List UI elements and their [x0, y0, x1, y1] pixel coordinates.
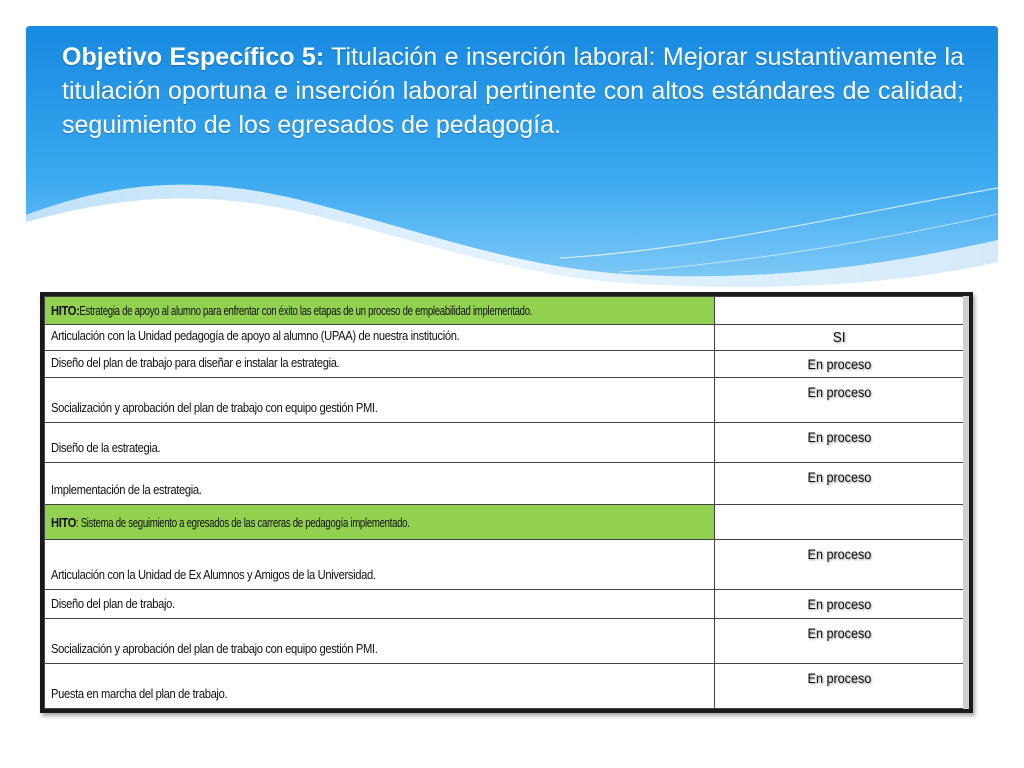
slide-title [62, 40, 964, 142]
table-row [45, 619, 967, 663]
title-text: Titulación e inserción laboral: Mejorar sustantivamente la titulación oportuna e inserción laboral pertinente con altos estándares de calidad; seguimiento de los egresados de pedagogía. [62, 43, 964, 139]
status-cell: En proceso [715, 539, 967, 589]
status-cell: SI [715, 325, 967, 351]
status-cell: En proceso [715, 663, 967, 708]
row-label: Implementación de la estrategia. [45, 463, 715, 505]
row-label: Puesta en marcha del plan de trabajo. [45, 663, 715, 708]
hito-label: HITO: Sistema de seguimiento a egresados de las carreras de pedagogía implementado. [45, 505, 715, 539]
progress-table [40, 292, 973, 713]
status-cell: En proceso [715, 463, 967, 505]
table-row [45, 377, 967, 422]
row-label: Articulación con la Unidad de Ex Alumnos y Amigos de la Universidad. [45, 539, 715, 589]
table-row [45, 351, 967, 377]
row-label: Socialización y aprobación del plan de trabajo con equipo gestión PMI. [45, 619, 715, 663]
table-row [45, 463, 967, 505]
table-row [45, 505, 967, 539]
status-cell: En proceso [715, 422, 967, 462]
status-cell: En proceso [715, 377, 967, 422]
title-bold: Objetivo Específico 5: [62, 43, 325, 71]
status-cell: En proceso [715, 619, 967, 663]
row-label: Articulación con la Unidad pedagogía de apoyo al alumno (UPAA) de nuestra institución. [45, 325, 715, 351]
table-row [45, 297, 967, 325]
status-cell: En proceso [715, 590, 967, 619]
row-label: Socialización y aprobación del plan de trabajo con equipo gestión PMI. [45, 377, 715, 422]
table-row [45, 325, 967, 351]
table-row [45, 422, 967, 462]
hito-label: HITO:Estrategia de apoyo al alumno para enfrentar con éxito las etapas de un proceso de empleabilidad implementado. [45, 297, 715, 325]
status-cell: En proceso [715, 351, 967, 377]
status-cell [715, 297, 967, 325]
status-cell [715, 505, 967, 539]
row-label: Diseño de la estrategia. [45, 422, 715, 462]
table-row [45, 590, 967, 619]
row-label: Diseño del plan de trabajo para diseñar e instalar la estrategia. [45, 351, 715, 377]
table-row [45, 539, 967, 589]
row-label: Diseño del plan de trabajo. [45, 590, 715, 619]
table-row [45, 663, 967, 708]
